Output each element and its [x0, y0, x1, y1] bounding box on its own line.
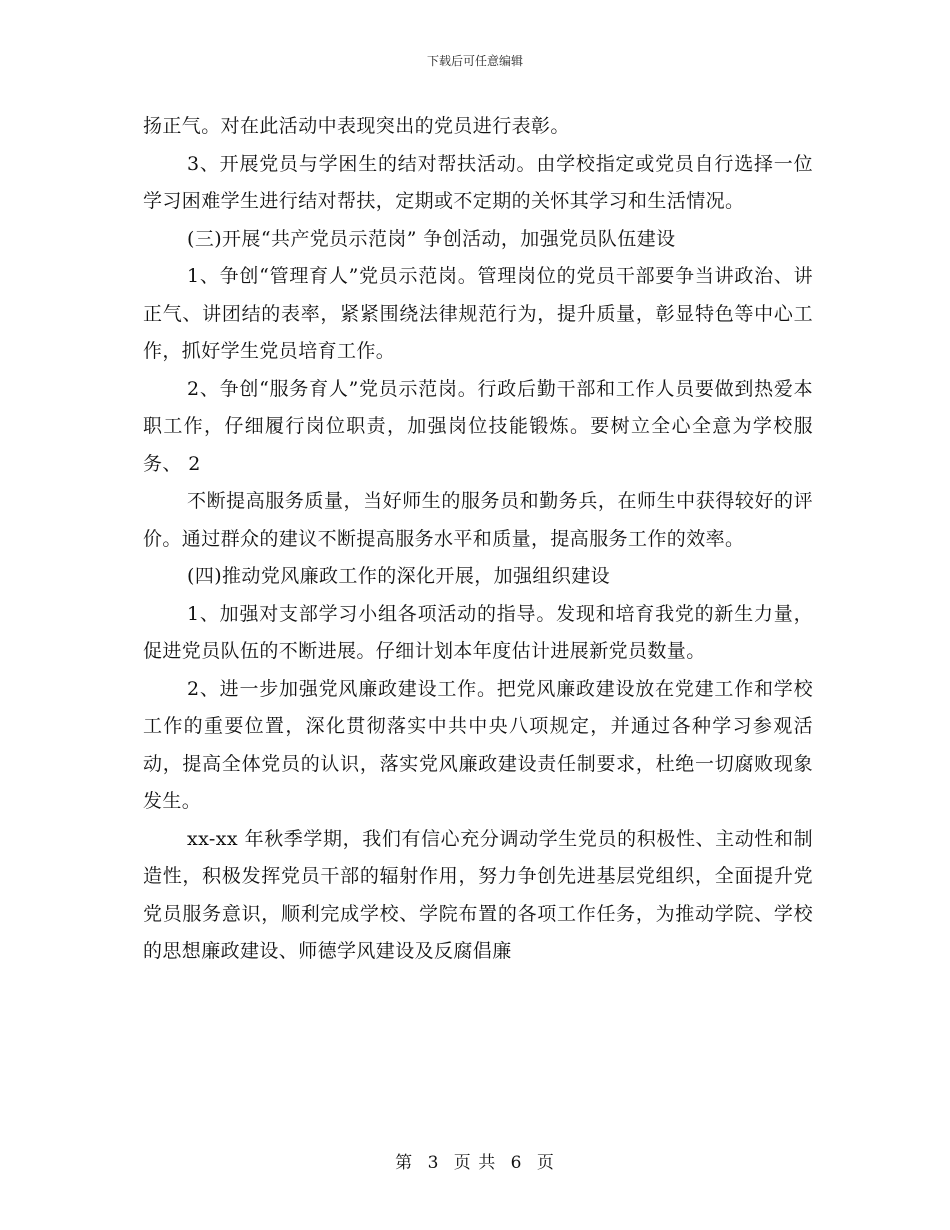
paragraph-continuation-2: 不断提高服务质量，当好师生的服务员和勤务兵，在师生中获得较好的评价。通过群众的建议不断提高服务水平和质量，提高服务工作的效率。	[143, 490, 813, 550]
paragraph-conclusion: xx-xx 年秋季学期，我们有信心充分调动学生党员的积极性、主动性和制造性，积极发挥党员干部的辐射作用，努力争创先进基层党组织，全面提升党党员服务意识，顺利完成学校、学院布置的各项工作任务，为推动学院、学校的思想廉政建设、师德学风建设及反腐倡廉	[143, 827, 813, 962]
footer-label-of: 页 共	[453, 1153, 497, 1173]
section-heading-3: (三)开展“共产党员示范岗” 争创活动，加强党员队伍建设	[187, 227, 676, 250]
section-heading-4: (四)推动党风廉政工作的深化开展，加强组织建设	[187, 565, 611, 587]
paragraph-item-3: 3、开展党员与学困生的结对帮扶活动。由学校指定或党员自行选择一位学习困难学生进行结对帮扶，定期或不定期的关怀其学习和生活情况。	[143, 152, 813, 212]
footer-label-page: 第	[395, 1153, 414, 1173]
footer-total-pages: 6	[510, 1153, 523, 1173]
paragraph-item-2b: 2、进一步加强党风廉政建设工作。把党风廉政建设放在党建工作和学校工作的重要位置，深化贯彻落实中共中央八项规定，并通过各种学习参观活动，提高全体党员的认识，落实党风廉政建设责任制要求，杜绝一切腐败现象发生。	[143, 677, 813, 812]
paragraph-item-2: 2、争创“服务育人”党员示范岗。行政后勤干部和工作人员要做到热爱本职工作，仔细履行岗位职责，加强岗位技能锻炼。要树立全心全意为学校服务、 2	[143, 377, 813, 475]
paragraph-continuation: 扬正气。对在此活动中表现突出的党员进行表彰。	[143, 115, 570, 137]
paragraph-item-1: 1、争创“管理育人”党员示范岗。管理岗位的党员干部要争当讲政治、讲正气、讲团结的表率，紧紧围绕法律规范行为，提升质量，彰显特色等中心工作，抓好学生党员培育工作。	[143, 265, 813, 362]
footer-current-page: 3	[427, 1153, 440, 1173]
page-header: 下载后可任意编辑	[426, 54, 523, 68]
page-footer	[0, 1152, 950, 1174]
footer-label-end: 页	[536, 1153, 555, 1173]
paragraph-item-1b: 1、加强对支部学习小组各项活动的指导。发现和培育我党的新生力量，促进党员队伍的不断进展。仔细计划本年度估计进展新党员数量。	[143, 602, 813, 662]
document-body	[143, 108, 813, 971]
